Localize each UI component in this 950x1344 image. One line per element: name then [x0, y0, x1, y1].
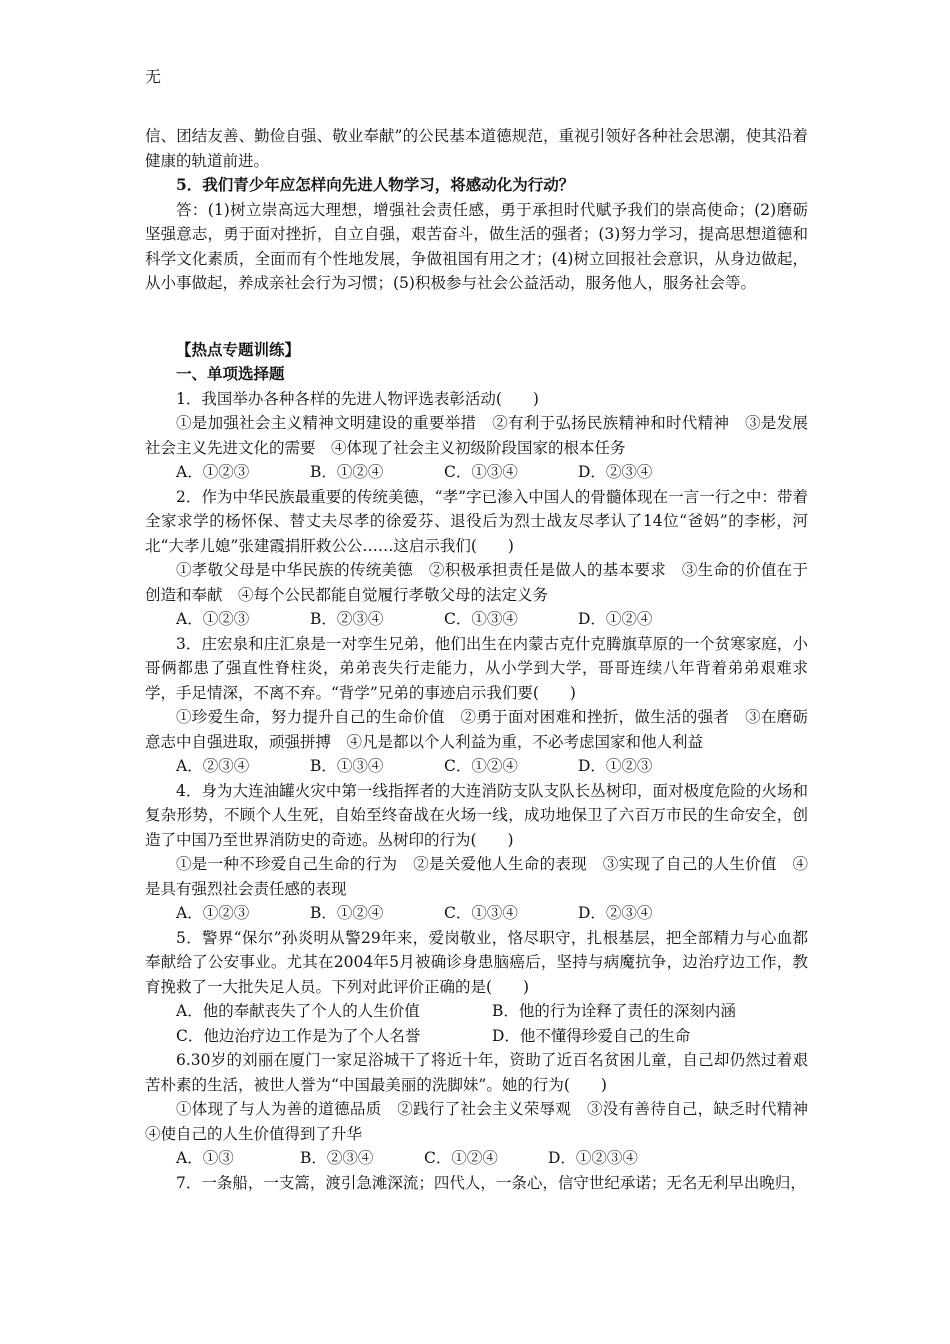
option-a: A．他的奉献丧失了个人的人生价值: [176, 1002, 420, 1020]
question-options: [145, 1024, 808, 1049]
question-items: ①珍爱生命，努力提升自己的生命价值 ②勇于面对困难和挫折，做生活的强者 ③在磨砺意志中自强进取，顽强拼搏 ④凡是都以个人利益为重，不必考虑国家和他人利益: [145, 708, 808, 751]
option-a: A．①③: [176, 1149, 234, 1167]
option-b: B．②③④: [300, 1149, 374, 1167]
intro-continuation: 信、团结友善、勤俭自强、敬业奉献”的公民基本道德规范，重视引领好各种社会思潮，使其沿着健康的轨道前进。: [145, 127, 808, 170]
option-d: D．①②④: [578, 610, 653, 628]
option-c: C．①②④: [444, 757, 518, 775]
question-options: [145, 901, 808, 926]
question-stem: 1．我国举办各种各样的先进人物评选表彰活动( ): [176, 389, 539, 408]
option-b: B．①②④: [310, 463, 384, 481]
question-stem: 6.30岁的刘丽在厦门一家足浴城干了将近十年，资助了近百名贫困儿童，自己却仍然过着艰苦朴素的生活，被世人誉为“中国最美丽的洗脚妹”。她的行为( ): [145, 1051, 808, 1094]
option-a: A．①②③: [176, 904, 250, 922]
option-c: C．他边治疗边工作是为了个人名誉: [176, 1026, 421, 1045]
option-c: C．①③④: [444, 904, 518, 922]
question-options: [145, 607, 808, 632]
page-header: 无: [145, 67, 162, 86]
option-d: D．①②③: [578, 757, 653, 775]
question-stem: 2．作为中华民族最重要的传统美德，“孝”字已渗入中国人的骨髓体现在一言一行之中：带着全家求学的杨怀保、替丈夫尽孝的徐爱芬、退役后为烈士战友尽孝认了14位“爸妈”的李彬，河北“大孝儿媳”张建霞捐肝救公公……这启示我们( ): [145, 487, 808, 555]
question-items: ①是一种不珍爱自己生命的行为 ②是关爱他人生命的表现 ③实现了自己的人生价值 ④是具有强烈社会责任感的表现: [145, 855, 808, 898]
question-stem: 3．庄宏泉和庄汇泉是一对孪生兄弟，他们出生在内蒙古克什克腾旗草原的一个贫寒家庭，小哥俩都患了强直性脊柱炎，弟弟丧失行走能力，从小学到大学，哥哥连续八年背着弟弟艰难求学，手足情深，不离不弃。“背学”兄弟的事迹启示我们要( ): [145, 634, 808, 702]
option-a: A．①②③: [176, 610, 250, 628]
question-items: ①体现了与人为善的道德品质 ②践行了社会主义荣辱观 ③没有善待自己，缺乏时代精神 ④使自己的人生价值得到了升华: [145, 1100, 824, 1143]
section-title: 【热点专题训练】: [176, 339, 301, 359]
option-b: B．②③④: [310, 610, 384, 628]
question-items: ①是加强社会主义精神文明建设的重要举措 ②有利于弘扬民族精神和时代精神 ③是发展社会主义先进文化的需要 ④体现了社会主义初级阶段国家的根本任务: [145, 414, 808, 457]
option-a: A．②③④: [176, 757, 250, 775]
question-stem: 5．警界“保尔”孙炎明从警29年来，爱岗敬业，恪尽职守，扎根基层，把全部精力与心血都奉献给了公安事业。尤其在2004年5月被确诊身患脑癌后，坚持与病魔抗争，边治疗边工作，教育挽救了一大批失足人员。下列对此评价正确的是( ): [145, 928, 808, 996]
option-c: C．①②④: [424, 1149, 498, 1167]
document-body: [145, 124, 824, 1195]
option-b: B．①③④: [310, 757, 384, 775]
subsection-title: 一、单项选择题: [176, 364, 285, 383]
option-c: C．①③④: [444, 610, 518, 628]
question-items: ①孝敬父母是中华民族的传统美德 ②积极承担责任是做人的基本要求 ③生命的价值在于创造和奉献 ④每个公民都能自觉履行孝敬父母的法定义务: [145, 561, 808, 604]
option-b: B．①②④: [310, 904, 384, 922]
option-d: D．②③④: [578, 904, 653, 922]
option-d: D．①②③④: [548, 1149, 638, 1167]
option-c: C．①③④: [444, 463, 518, 481]
option-b: B．他的行为诠释了责任的深刻内涵: [492, 1002, 736, 1020]
option-d: D．②③④: [578, 463, 653, 481]
q5-title: 5．我们青少年应怎样向先进人物学习，将感动化为行动？: [176, 175, 575, 194]
question-options: [145, 460, 808, 485]
question-options: [145, 754, 808, 779]
question-options: [145, 999, 808, 1024]
question-options: [145, 1146, 808, 1171]
option-a: A．①②③: [176, 463, 250, 481]
question-stem: 4．身为大连油罐火灾中第一线指挥者的大连消防支队支队长丛树印，面对极度危险的火场和复杂形势，不顾个人生死，自始至终奋战在火场一线，成功地保卫了六百万市民的生命安全，创造了中国乃至世界消防史的奇迹。丛树印的行为( ): [145, 781, 808, 849]
question-stem: 7．一条船，一支篙，渡引急滩深流；四代人，一条心，信守世纪承诺；无名无利早出晚归，: [176, 1173, 806, 1192]
q5-answer: 答：(1)树立崇高远大理想，增强社会责任感，勇于承担时代赋予我们的崇高使命；(2)磨砺坚强意志，勇于面对挫折，自立自强，艰苦奋斗，做生活的强者；(3)努力学习，提高思想道德和科学文化素质，全面而有个性地发展，争做祖国有用之才；(4)树立回报社会意识，从身边做起，从小事做起，养成亲社会行为习惯；(5)积极参与社会公益活动，服务他人，服务社会等。: [145, 200, 808, 292]
option-d: D．他不懂得珍爱自己的生命: [492, 1026, 691, 1045]
spacer: [145, 296, 808, 338]
